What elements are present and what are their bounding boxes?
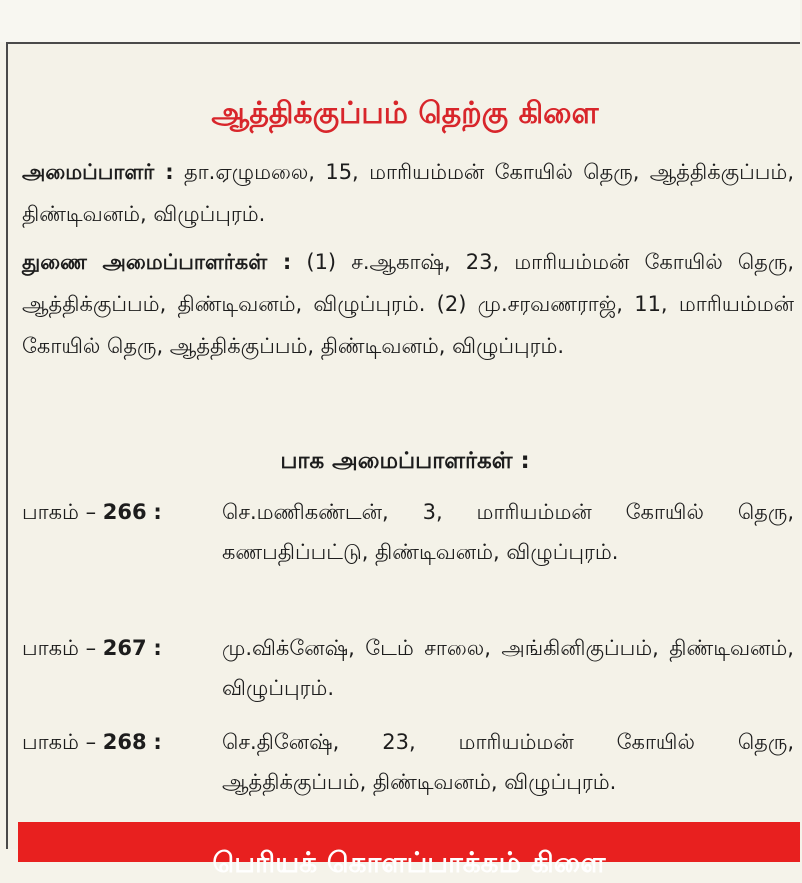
booth-number: 268	[102, 730, 147, 754]
booth-label	[22, 722, 162, 762]
booth-colon: :	[153, 636, 162, 660]
booth-colon: :	[153, 730, 162, 754]
assistant-organizers-label: துணை அமைப்பாளர்கள் :	[22, 250, 292, 274]
booth-organizers-heading: பாக அமைப்பாளர்கள் :	[280, 448, 530, 474]
top-margin	[0, 0, 800, 42]
booth-number: 266	[102, 500, 147, 524]
booth-organizer-text: செ.தினேஷ், 23, மாரியம்மன் கோயில் தெரு, ஆத்திக்குப்பம், திண்டிவனம், விழுப்புரம்.	[222, 730, 794, 794]
next-section-banner	[18, 822, 800, 879]
booth-label	[22, 492, 162, 532]
organizer-paragraph	[22, 151, 794, 235]
booth-prefix: பாகம் –	[22, 500, 97, 524]
branch-notice-panel	[6, 42, 800, 879]
booth-organizer-text: மு.விக்னேஷ், டேம் சாலை, அங்கினிகுப்பம், திண்டிவனம், விழுப்புரம்.	[222, 636, 794, 700]
booth-organizer-text: செ.மணிகண்டன், 3, மாரியம்மன் கோயில் தெரு, கணபதிப்பட்டு, திண்டிவனம், விழுப்புரம்.	[222, 500, 794, 564]
branch-title: ஆத்திக்குப்பம் தெற்கு கிளை	[211, 96, 599, 131]
organizer-label: அமைப்பாளர் :	[22, 160, 174, 184]
booth-number: 267	[102, 636, 147, 660]
next-section-title: பெரியக் கொளப்பாக்கம் கிளை	[212, 846, 606, 879]
assistant-organizer-2: (2) மு.சரவணராஜ், 11, மாரியம்மன் கோயில் தெரு, ஆத்திக்குப்பம், திண்டிவனம், விழுப்புரம்.	[22, 292, 794, 358]
booth-colon: :	[153, 500, 162, 524]
organizer-text: தா.ஏழுமலை, 15, மாரியம்மன் கோயில் தெரு, ஆத்திக்குப்பம், திண்டிவனம், விழுப்புரம்.	[22, 160, 794, 226]
booth-prefix: பாகம் –	[22, 636, 97, 660]
booth-label	[22, 628, 162, 668]
booth-prefix: பாகம் –	[22, 730, 97, 754]
assistant-organizers-paragraph	[22, 241, 794, 367]
assistant-organizer-1: (1) ச.ஆகாஷ், 23, மாரியம்மன் கோயில் தெரு, ஆத்திக்குப்பம், திண்டிவனம், விழுப்புரம்.	[22, 250, 794, 316]
